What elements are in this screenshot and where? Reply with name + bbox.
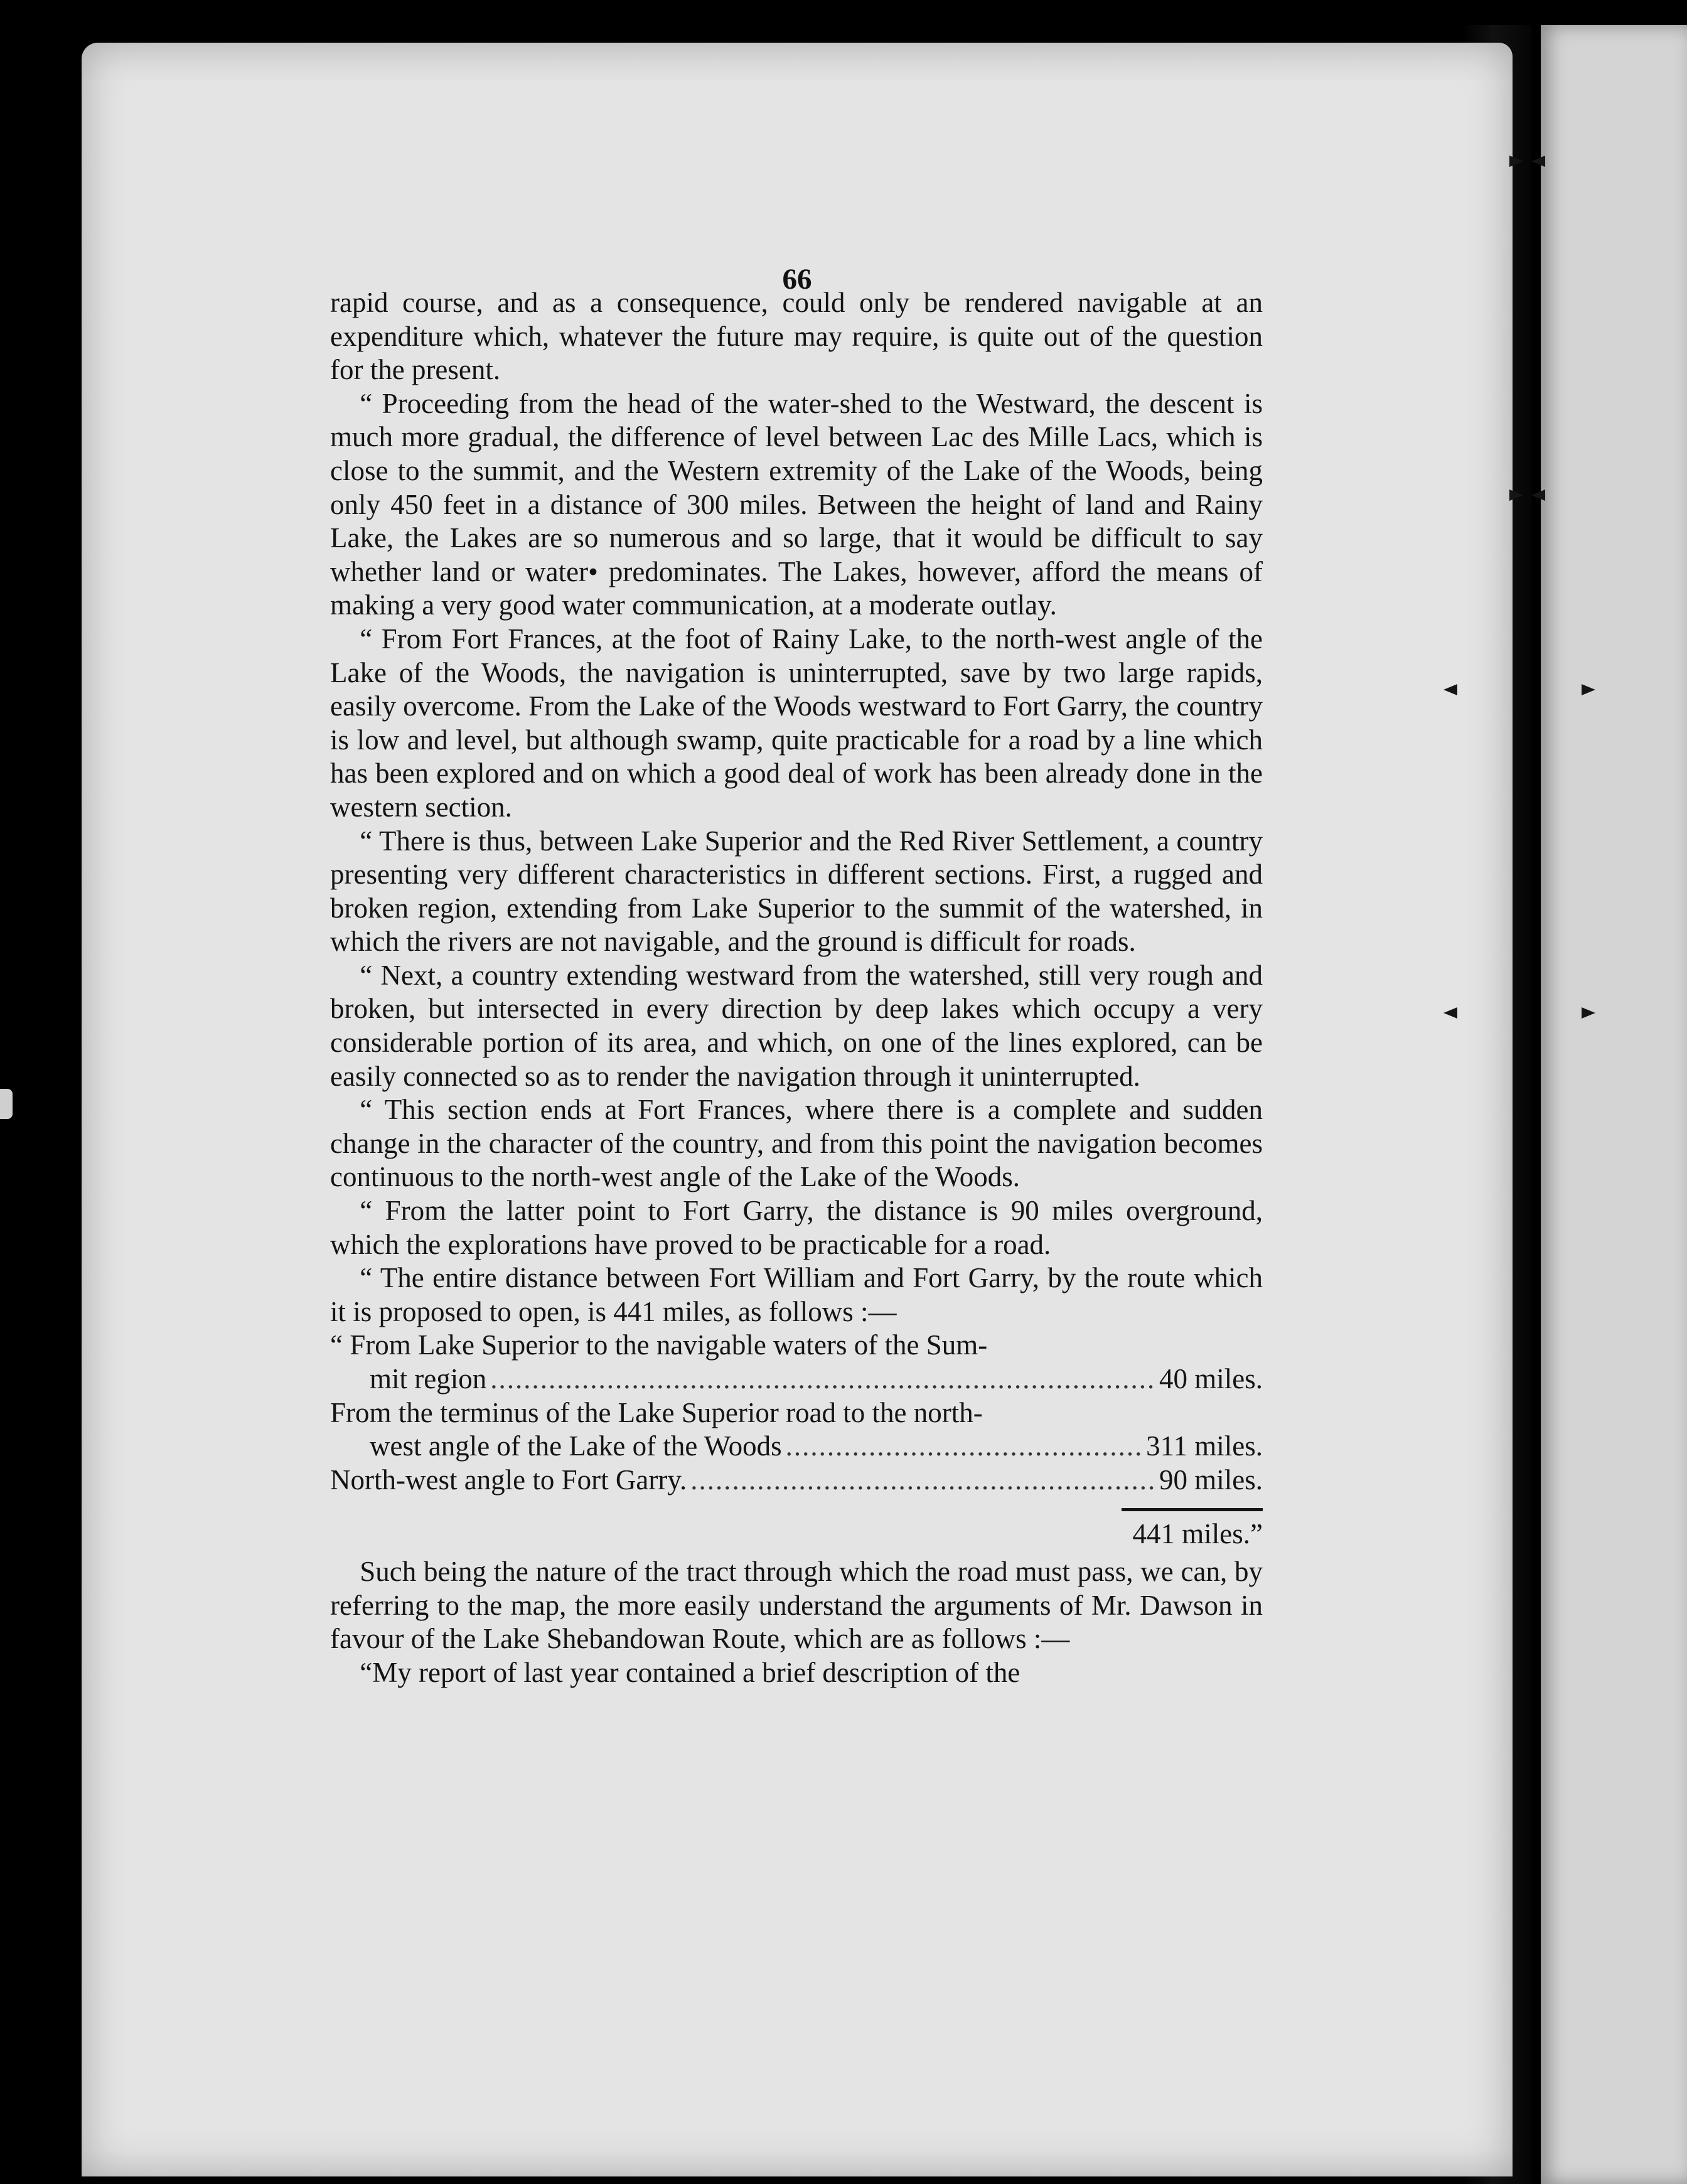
paragraph: “ Proceeding from the head of the water-shed to the Westward, the descent is much more gradual, the difference of level between Lac des Mille Lacs, which is close to the summit, and the Western extremity of the Lake of the Woods, being only 450 feet in a distance of 300 miles. Between the height of land and Rainy Lake, the Lakes are so numerous and so large, that it would be difficult to say whether land or water• predominates. The Lakes, however, afford the means of making a very good water communication, at a moderate outlay. bbox=[330, 387, 1263, 621]
paragraph: “ From Fort Frances, at the foot of Rainy Lake, to the north-west angle of the Lake of the Woods, the navigation is uninterrupted, save by two large rapids, easily overcome. From the Lake of the Woods westward to Fort Garry, the country is low and level, but although swamp, quite practicable for a road by a line which has been explored and on which a good deal of work has been already done in the western section. bbox=[330, 623, 1263, 823]
paragraph: “ From the latter point to Fort Garry, the distance is 90 miles overground, which the explorations have proved to be practicable for a road. bbox=[330, 1195, 1263, 1260]
distance-row-1-label: mit region bbox=[370, 1363, 487, 1394]
scan-margin-mark bbox=[1531, 156, 1545, 167]
distance-total: 441 miles.” bbox=[1132, 1518, 1263, 1550]
distance-row-2 bbox=[330, 1430, 1263, 1464]
distance-table bbox=[330, 1329, 1263, 1551]
paragraph: “ Next, a country extending westward from the watershed, still very rough and broken, but intersected in every direction by deep lakes which occupy a very considerable portion of its area, and which, on one of the lines explored, can be easily connected so as to render the navigation through it uninterrupted. bbox=[330, 959, 1263, 1092]
body-paragraphs bbox=[330, 286, 1263, 1329]
scan-margin-mark bbox=[1531, 490, 1545, 501]
scan-margin-mark bbox=[1443, 684, 1457, 695]
distance-row-1-value: 40 miles. bbox=[1159, 1363, 1263, 1394]
leader-dots bbox=[490, 1362, 1155, 1396]
scan-margin-mark bbox=[1443, 1007, 1457, 1019]
scan-edge-speck bbox=[0, 1089, 13, 1119]
closing-paragraphs bbox=[330, 1555, 1263, 1689]
distance-row-2-label: west angle of the Lake of the Woods bbox=[370, 1430, 782, 1462]
distance-row-1 bbox=[330, 1362, 1263, 1396]
paragraph: rapid course, and as a consequence, could only be rendered navigable at an expenditure which, whatever the future may require, is quite out of the question for the present. bbox=[330, 287, 1263, 386]
page-number: 66 bbox=[782, 263, 812, 296]
facing-page-edge bbox=[1541, 25, 1687, 2184]
leader-dots bbox=[690, 1464, 1155, 1497]
distance-row-2-value: 311 miles. bbox=[1146, 1430, 1263, 1462]
scan-margin-mark bbox=[1509, 490, 1523, 501]
paragraph: “My report of last year contained a brief description of the bbox=[360, 1656, 1020, 1688]
leader-dots bbox=[786, 1430, 1143, 1464]
scan-margin-mark bbox=[1509, 156, 1523, 167]
paragraph: “ There is thus, between Lake Superior and the Red River Settlement, a country presenting very different characteristics in different sections. First, a rugged and broken region, extending from Lake Superior to the summit of the watershed, in which the rivers are not navigable, and the ground is difficult for roads. bbox=[330, 825, 1263, 958]
paragraph: Such being the nature of the tract through which the road must pass, we can, by referring to the map, the more easily understand the arguments of Mr. Dawson in favour of the Lake Shebandowan Route, which are as follows :— bbox=[330, 1555, 1263, 1655]
distance-line-1a: “ From Lake Superior to the navigable waters of the Sum- bbox=[330, 1329, 988, 1361]
distance-line-2a: From the terminus of the Lake Superior road to the north- bbox=[330, 1396, 983, 1428]
total-rule bbox=[1122, 1508, 1263, 1511]
paragraph: “ The entire distance between Fort William and Fort Garry, by the route which it is proposed to open, is 441 miles, as follows :— bbox=[330, 1262, 1263, 1327]
paragraph: “ This section ends at Fort Frances, where there is a complete and sudden change in the character of the country, and from this point the navigation becomes continuous to the north-west angle of the Lake of the Woods. bbox=[330, 1094, 1263, 1193]
distance-row-3 bbox=[330, 1464, 1263, 1497]
page-body-text bbox=[330, 286, 1263, 1689]
scan-margin-mark bbox=[1582, 1007, 1595, 1019]
scan-margin-mark bbox=[1582, 684, 1595, 695]
distance-row-3-label: North-west angle to Fort Garry. bbox=[330, 1464, 687, 1496]
distance-row-3-value: 90 miles. bbox=[1159, 1464, 1263, 1496]
